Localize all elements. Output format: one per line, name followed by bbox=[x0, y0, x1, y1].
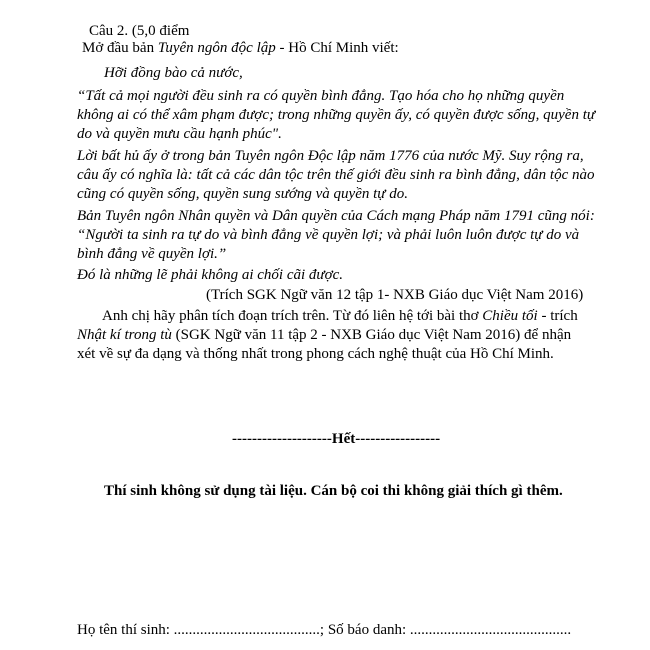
task-line-2 bbox=[77, 326, 571, 344]
task-line-1-text: Anh chị hãy phân tích đoạn trích trên. Từ đó liên hệ tới bài thơ bbox=[102, 308, 483, 324]
para3-line-3: bình đẳng về quyền lợi.” bbox=[77, 246, 227, 262]
task-line-1 bbox=[102, 307, 578, 325]
excerpt-source: (Trích SGK Ngữ văn 12 tập 1- NXB Giáo dục Việt Nam 2016) bbox=[206, 287, 584, 303]
quote1-line-2: không ai có thể xâm phạm được; trong những quyền ấy, có quyền được sống, quyền tự bbox=[77, 107, 596, 123]
excerpt-greeting: Hỡi đồng bào cả nước, bbox=[104, 65, 243, 81]
quote1-line-1: “Tất cả mọi người đều sinh ra có quyền bình đẳng. Tạo hóa cho họ những quyền bbox=[77, 88, 565, 104]
excerpt-closing: Đó là những lẽ phải không ai chối cãi được. bbox=[77, 267, 343, 283]
intro-suffix: - Hồ Chí Minh viết: bbox=[275, 40, 399, 56]
question-intro bbox=[82, 39, 399, 57]
task-line-2-text: (SGK Ngữ văn 11 tập 2 - NXB Giáo dục Việt Nam 2016) để nhận bbox=[171, 327, 572, 343]
task-collection-title: Nhật kí trong tù bbox=[77, 327, 172, 343]
exam-notice: Thí sinh không sử dụng tài liệu. Cán bộ coi thi không giải thích gì thêm. bbox=[104, 483, 563, 499]
end-marker: --------------------Hết----------------- bbox=[232, 431, 441, 447]
candidate-footer bbox=[77, 621, 571, 639]
question-heading: Câu 2. (5,0 điểm bbox=[89, 23, 190, 39]
intro-title: Tuyên ngôn độc lập bbox=[157, 40, 276, 56]
quote1-line-3: do và quyền mưu cầu hạnh phúc". bbox=[77, 126, 282, 142]
task-poem-title: Chiều tối bbox=[482, 308, 538, 324]
candidate-id-label: Số báo danh: bbox=[327, 622, 410, 638]
candidate-name-label: Họ tên thí sinh: bbox=[77, 622, 174, 638]
intro-prefix: Mở đầu bản bbox=[82, 40, 158, 56]
para2-line-2: câu ấy có nghĩa là: tất cả các dân tộc trên thế giới đều sinh ra bình đẳng, dân tộc nào bbox=[77, 167, 595, 183]
candidate-id-field[interactable]: ........................................... bbox=[409, 622, 572, 638]
para3-line-2: “Người ta sinh ra tự do và bình đẳng về quyền lợi; và phải luôn luôn được tự do và bbox=[77, 227, 580, 243]
task-line-3: xét về sự đa dạng và thống nhất trong phong cách nghệ thuật của Hồ Chí Minh. bbox=[77, 346, 554, 362]
footer-separator: ; bbox=[319, 622, 328, 638]
para3-line-1: Bản Tuyên ngôn Nhân quyền và Dân quyền của Cách mạng Pháp năm 1791 cũng nói: bbox=[77, 208, 595, 224]
para2-line-1: Lời bất hủ ấy ở trong bản Tuyên ngôn Độc lập năm 1776 của nước Mỹ. Suy rộng ra, bbox=[77, 148, 584, 164]
task-line-1-suffix: - trích bbox=[537, 308, 578, 324]
para2-line-3: cũng có quyền sống, quyền sung sướng và quyền tự do. bbox=[77, 186, 408, 202]
candidate-name-field[interactable]: ....................................... bbox=[173, 622, 320, 638]
